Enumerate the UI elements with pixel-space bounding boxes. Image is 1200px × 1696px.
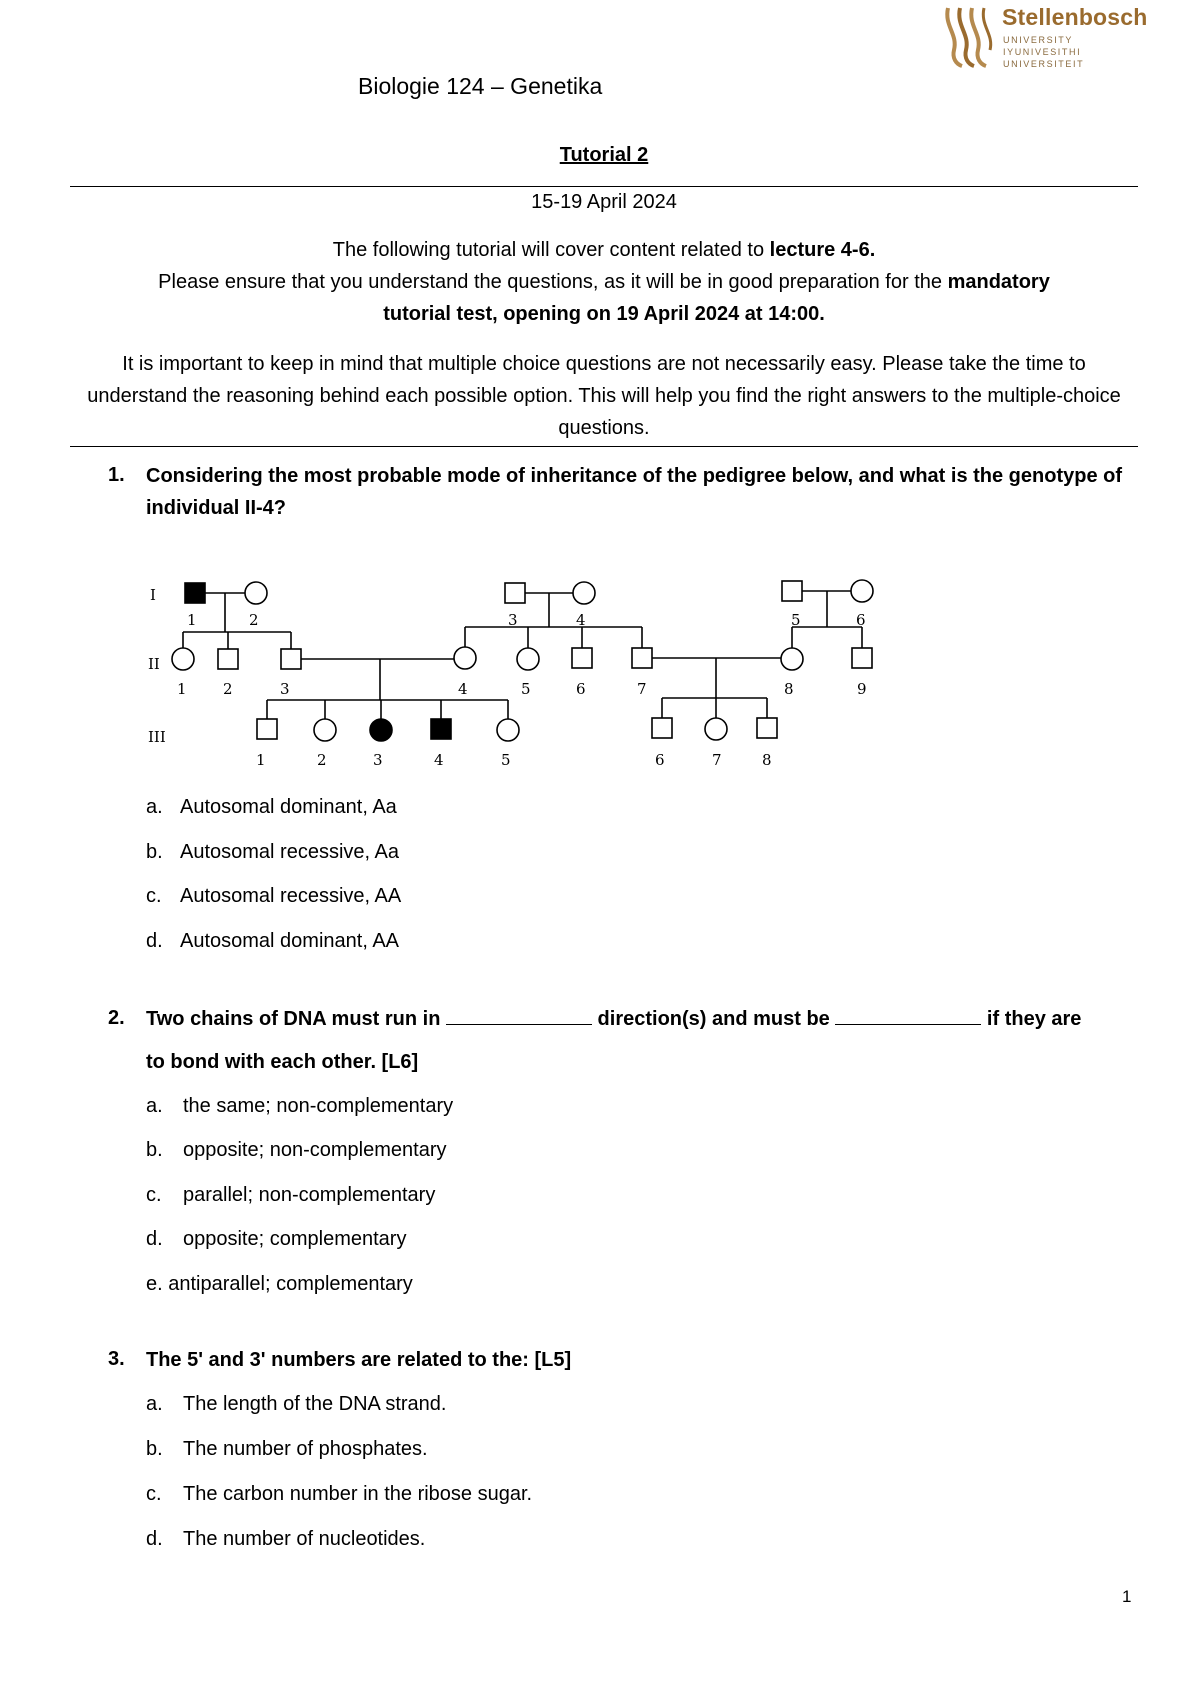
- label-III-6: 6: [655, 751, 665, 769]
- pedigree-III-5-female: [497, 719, 519, 741]
- q2-option-a[interactable]: a. the same; non-complementary: [146, 1095, 454, 1117]
- q3-text: The 5' and 3' numbers are related to the: [L5]: [146, 1349, 572, 1371]
- intro-paragraph-1: [70, 234, 1138, 330]
- pedigree-III-4-affected-male: [431, 719, 451, 739]
- label-II-7: 7: [637, 680, 647, 698]
- q2-option-e[interactable]: e. antiparallel; complementary: [146, 1273, 413, 1295]
- q2-number: 2.: [108, 1007, 125, 1029]
- pedigree-II-2-male: [218, 649, 238, 669]
- course-title: Biologie 124 – Genetika: [358, 73, 603, 99]
- gen-label-III: III: [148, 728, 166, 746]
- pedigree-I-4-female: [573, 582, 595, 604]
- q3-option-c[interactable]: c. The carbon number in the ribose sugar.: [146, 1483, 533, 1505]
- crest-icon: [942, 4, 998, 70]
- tutorial-title: Tutorial 2: [559, 144, 649, 166]
- label-II-1: 1: [177, 680, 187, 698]
- label-III-2: 2: [317, 751, 327, 769]
- pedigree-II-7-male: [632, 648, 652, 668]
- intro-line-3: tutorial test, opening on 19 April 2024 at 14:00.: [383, 303, 825, 325]
- pedigree-II-6-male: [572, 648, 592, 668]
- label-I-1: 1: [187, 611, 197, 629]
- page-number: 1: [1122, 1587, 1132, 1606]
- intro-paragraph-2: It is important to keep in mind that multiple choice questions are not necessarily easy. Please take the time to understand the reasoning behind each possible option. This will help you find the right answers to the multiple-choice questions.: [87, 353, 1121, 439]
- pedigree-II-1-female: [172, 648, 194, 670]
- pedigree-II-4-female: [454, 647, 476, 669]
- q1-text: Considering the most probable mode of inheritance of the pedigree below, and what is the genotype of individual II-4?: [146, 465, 1123, 519]
- q2-line-1: Two chains of DNA must run in direction(s) and must be if they are: [146, 1008, 1082, 1030]
- pedigree-II-8-female: [781, 648, 803, 670]
- logo-line-3: UNIVERSITEIT: [1003, 59, 1085, 69]
- pedigree-I-2-female: [245, 582, 267, 604]
- q2-blank-1: [446, 1006, 592, 1025]
- q1-number: 1.: [108, 464, 125, 486]
- label-III-1: 1: [256, 751, 266, 769]
- logo-brand: Stellenbosch: [1002, 4, 1148, 30]
- pedigree-II-3-male: [281, 649, 301, 669]
- label-II-4: 4: [458, 680, 468, 698]
- label-II-2: 2: [223, 680, 233, 698]
- label-III-3: 3: [373, 751, 383, 769]
- intro-line-1: The following tutorial will cover content related to lecture 4-6.: [332, 239, 876, 261]
- pedigree-III-2-female: [314, 719, 336, 741]
- gen-label-I: I: [150, 586, 156, 604]
- label-II-6: 6: [576, 680, 586, 698]
- label-III-4: 4: [434, 751, 444, 769]
- divider-bottom: [70, 446, 1138, 447]
- pedigree-III-3-affected-female: [370, 719, 392, 741]
- pedigree-I-1-affected-male: [185, 583, 205, 603]
- label-I-6: 6: [856, 611, 866, 629]
- label-III-8: 8: [762, 751, 772, 769]
- label-II-8: 8: [784, 680, 794, 698]
- q2-option-d[interactable]: d. opposite; complementary: [146, 1228, 407, 1250]
- pedigree-diagram: [140, 570, 900, 782]
- university-logo: [942, 4, 1148, 70]
- q1-option-c[interactable]: c. Autosomal recessive, AA: [146, 885, 402, 907]
- pedigree-III-1-male: [257, 719, 277, 739]
- pedigree-I-3-male: [505, 583, 525, 603]
- q2-line-2: to bond with each other. [L6]: [146, 1051, 419, 1073]
- gen-label-II: II: [148, 655, 160, 673]
- pedigree-II-5-female: [517, 648, 539, 670]
- pedigree-III-7-female: [705, 718, 727, 740]
- tutorial-dates: 15-19 April 2024: [531, 191, 677, 213]
- q1-option-b[interactable]: b. Autosomal recessive, Aa: [146, 841, 399, 863]
- q3-option-a[interactable]: a. The length of the DNA strand.: [146, 1393, 447, 1415]
- pedigree-III-8-male: [757, 718, 777, 738]
- pedigree-I-5-male: [782, 581, 802, 601]
- q1-option-d[interactable]: d. Autosomal dominant, AA: [146, 930, 400, 952]
- q3-option-d[interactable]: d. The number of nucleotides.: [146, 1528, 426, 1550]
- label-I-3: 3: [508, 611, 518, 629]
- logo-line-2: IYUNIVESITHI: [1003, 47, 1082, 57]
- intro-line-2: Please ensure that you understand the questions, as it will be in good preparation for the mandatory: [158, 271, 1050, 293]
- label-II-9: 9: [857, 680, 867, 698]
- label-III-5: 5: [501, 751, 511, 769]
- pedigree-II-9-male: [852, 648, 872, 668]
- label-I-5: 5: [791, 611, 801, 629]
- q2-blank-2: [835, 1006, 981, 1025]
- label-III-7: 7: [712, 751, 722, 769]
- label-I-4: 4: [576, 611, 586, 629]
- q2-option-b[interactable]: b. opposite; non-complementary: [146, 1139, 447, 1161]
- pedigree-III-6-male: [652, 718, 672, 738]
- q3-option-b[interactable]: b. The number of phosphates.: [146, 1438, 428, 1460]
- q3-number: 3.: [108, 1348, 125, 1370]
- label-II-3: 3: [280, 680, 290, 698]
- logo-line-1: UNIVERSITY: [1003, 35, 1074, 45]
- label-I-2: 2: [249, 611, 259, 629]
- pedigree-I-6-female: [851, 580, 873, 602]
- label-II-5: 5: [521, 680, 531, 698]
- q2-option-c[interactable]: c. parallel; non-complementary: [146, 1184, 436, 1206]
- q1-option-a[interactable]: a. Autosomal dominant, Aa: [146, 796, 397, 818]
